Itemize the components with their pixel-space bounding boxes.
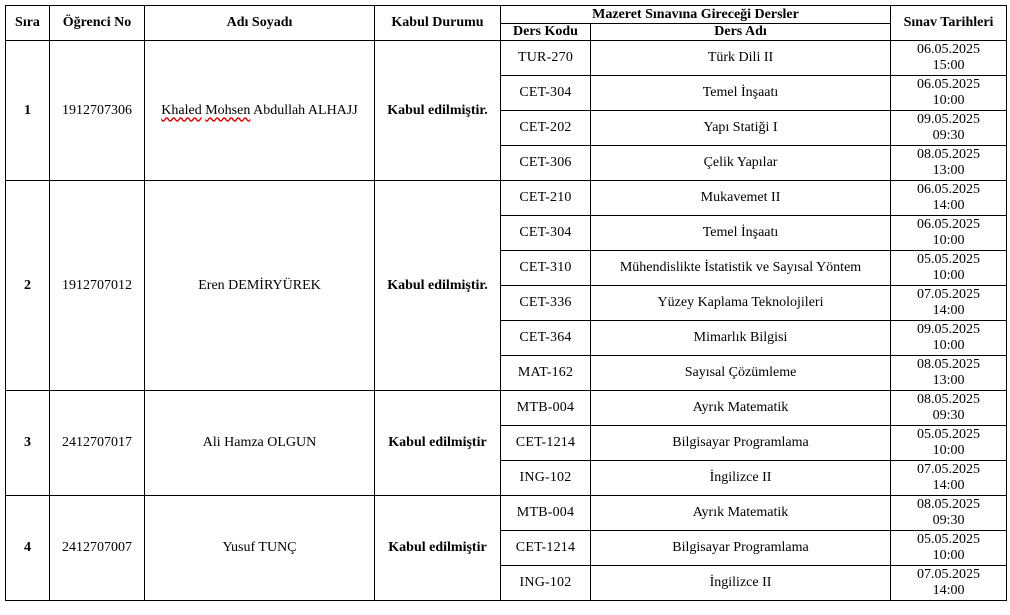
header-kabul-durumu: Kabul Durumu [375,6,501,41]
course-name-cell: Çelik Yapılar [591,146,891,181]
exam-date-cell [891,321,1007,356]
course-code-cell: CET-202 [501,111,591,146]
table-row [6,496,1007,531]
header-sinav-tarihleri: Sınav Tarihleri [891,6,1007,41]
course-code-cell: MTB-004 [501,391,591,426]
course-name-cell: Türk Dili II [591,41,891,76]
exam-date: 06.05.2025 [917,217,981,232]
exam-date-cell [891,181,1007,216]
course-name-cell: Bilgisayar Programlama [591,531,891,566]
sira-cell: 1 [6,41,50,181]
course-name-cell: İngilizce II [591,461,891,496]
course-name-cell: İngilizce II [591,566,891,601]
header-ogrenci-no: Öğrenci No [50,6,145,41]
exam-date-cell [891,111,1007,146]
sira-cell: 4 [6,496,50,601]
exam-date-cell [891,531,1007,566]
course-name-cell: Ayrık Matematik [591,391,891,426]
course-code-cell: CET-1214 [501,531,591,566]
header-ders-kodu: Ders Kodu [501,24,591,41]
exam-time: 14:00 [932,198,965,213]
course-name-cell: Yapı Statiği I [591,111,891,146]
exam-date-cell [891,146,1007,181]
exam-date-cell [891,356,1007,391]
course-code-cell: CET-310 [501,251,591,286]
exam-date: 08.05.2025 [917,392,981,407]
exam-time: 10:00 [932,548,965,563]
header-ders-adi: Ders Adı [591,24,891,41]
exam-time: 14:00 [932,478,965,493]
exam-date: 07.05.2025 [917,287,981,302]
exam-date: 08.05.2025 [917,497,981,512]
status-cell: Kabul edilmiştir. [375,181,501,391]
exam-time: 09:30 [932,128,965,143]
student-name-cell: Yusuf TUNÇ [145,496,375,601]
exam-time: 10:00 [932,233,965,248]
ogrenci-no-cell: 2412707017 [50,391,145,496]
exam-schedule-table [5,5,1007,601]
exam-time: 13:00 [932,163,965,178]
student-name-cell: Eren DEMİRYÜREK [145,181,375,391]
sira-cell: 2 [6,181,50,391]
course-code-cell: CET-306 [501,146,591,181]
course-name-cell: Sayısal Çözümleme [591,356,891,391]
course-code-cell: MTB-004 [501,496,591,531]
course-code-cell: CET-364 [501,321,591,356]
ogrenci-no-cell: 2412707007 [50,496,145,601]
course-code-cell: TUR-270 [501,41,591,76]
course-code-cell: CET-336 [501,286,591,321]
exam-date: 05.05.2025 [917,532,981,547]
exam-time: 14:00 [932,303,965,318]
course-code-cell: ING-102 [501,566,591,601]
exam-date: 08.05.2025 [917,357,981,372]
student-name-cell [145,41,375,181]
course-code-cell: CET-304 [501,76,591,111]
exam-date: 05.05.2025 [917,427,981,442]
exam-time: 13:00 [932,373,965,388]
student-name-second: Mohsen [205,102,251,118]
exam-date: 06.05.2025 [917,42,981,57]
course-name-cell: Bilgisayar Programlama [591,426,891,461]
course-code-cell: CET-1214 [501,426,591,461]
status-cell: Kabul edilmiştir [375,391,501,496]
table-row [6,391,1007,426]
exam-date-cell [891,391,1007,426]
sira-cell: 3 [6,391,50,496]
table-row [6,181,1007,216]
exam-time: 10:00 [932,93,965,108]
course-name-cell: Ayrık Matematik [591,496,891,531]
student-name-first: Khaled [161,102,202,118]
exam-time: 14:00 [932,583,965,598]
exam-date: 09.05.2025 [917,112,981,127]
course-name-cell: Temel İnşaatı [591,216,891,251]
course-code-cell: ING-102 [501,461,591,496]
status-cell: Kabul edilmiştir [375,496,501,601]
exam-date-cell [891,251,1007,286]
exam-date-cell [891,286,1007,321]
exam-date-cell [891,566,1007,601]
exam-time: 10:00 [932,443,965,458]
exam-date: 08.05.2025 [917,147,981,162]
student-name-rest: Abdullah ALHAJJ [253,102,358,118]
exam-time: 09:30 [932,513,965,528]
table-row [6,41,1007,76]
ogrenci-no-cell: 1912707306 [50,41,145,181]
course-code-cell: MAT-162 [501,356,591,391]
exam-date: 07.05.2025 [917,567,981,582]
exam-date: 05.05.2025 [917,252,981,267]
exam-date-cell [891,216,1007,251]
exam-time: 09:30 [932,408,965,423]
exam-date: 09.05.2025 [917,322,981,337]
header-adi-soyadi: Adı Soyadı [145,6,375,41]
course-code-cell: CET-210 [501,181,591,216]
course-name-cell: Mimarlık Bilgisi [591,321,891,356]
course-name-cell: Mukavemet II [591,181,891,216]
course-code-cell: CET-304 [501,216,591,251]
course-name-cell: Temel İnşaatı [591,76,891,111]
exam-date-cell [891,41,1007,76]
header-sira: Sıra [6,6,50,41]
course-name-cell: Mühendislikte İstatistik ve Sayısal Yöntem [591,251,891,286]
exam-date: 06.05.2025 [917,182,981,197]
exam-date: 06.05.2025 [917,77,981,92]
exam-date-cell [891,76,1007,111]
exam-date-cell [891,426,1007,461]
exam-date: 07.05.2025 [917,462,981,477]
exam-time: 15:00 [932,58,965,73]
exam-date-cell [891,461,1007,496]
header-mazeret-dersler: Mazeret Sınavına Gireceği Dersler [501,6,891,24]
status-cell: Kabul edilmiştir. [375,41,501,181]
exam-date-cell [891,496,1007,531]
student-name-cell: Ali Hamza OLGUN [145,391,375,496]
course-name-cell: Yüzey Kaplama Teknolojileri [591,286,891,321]
exam-time: 10:00 [932,268,965,283]
exam-time: 10:00 [932,338,965,353]
ogrenci-no-cell: 1912707012 [50,181,145,391]
